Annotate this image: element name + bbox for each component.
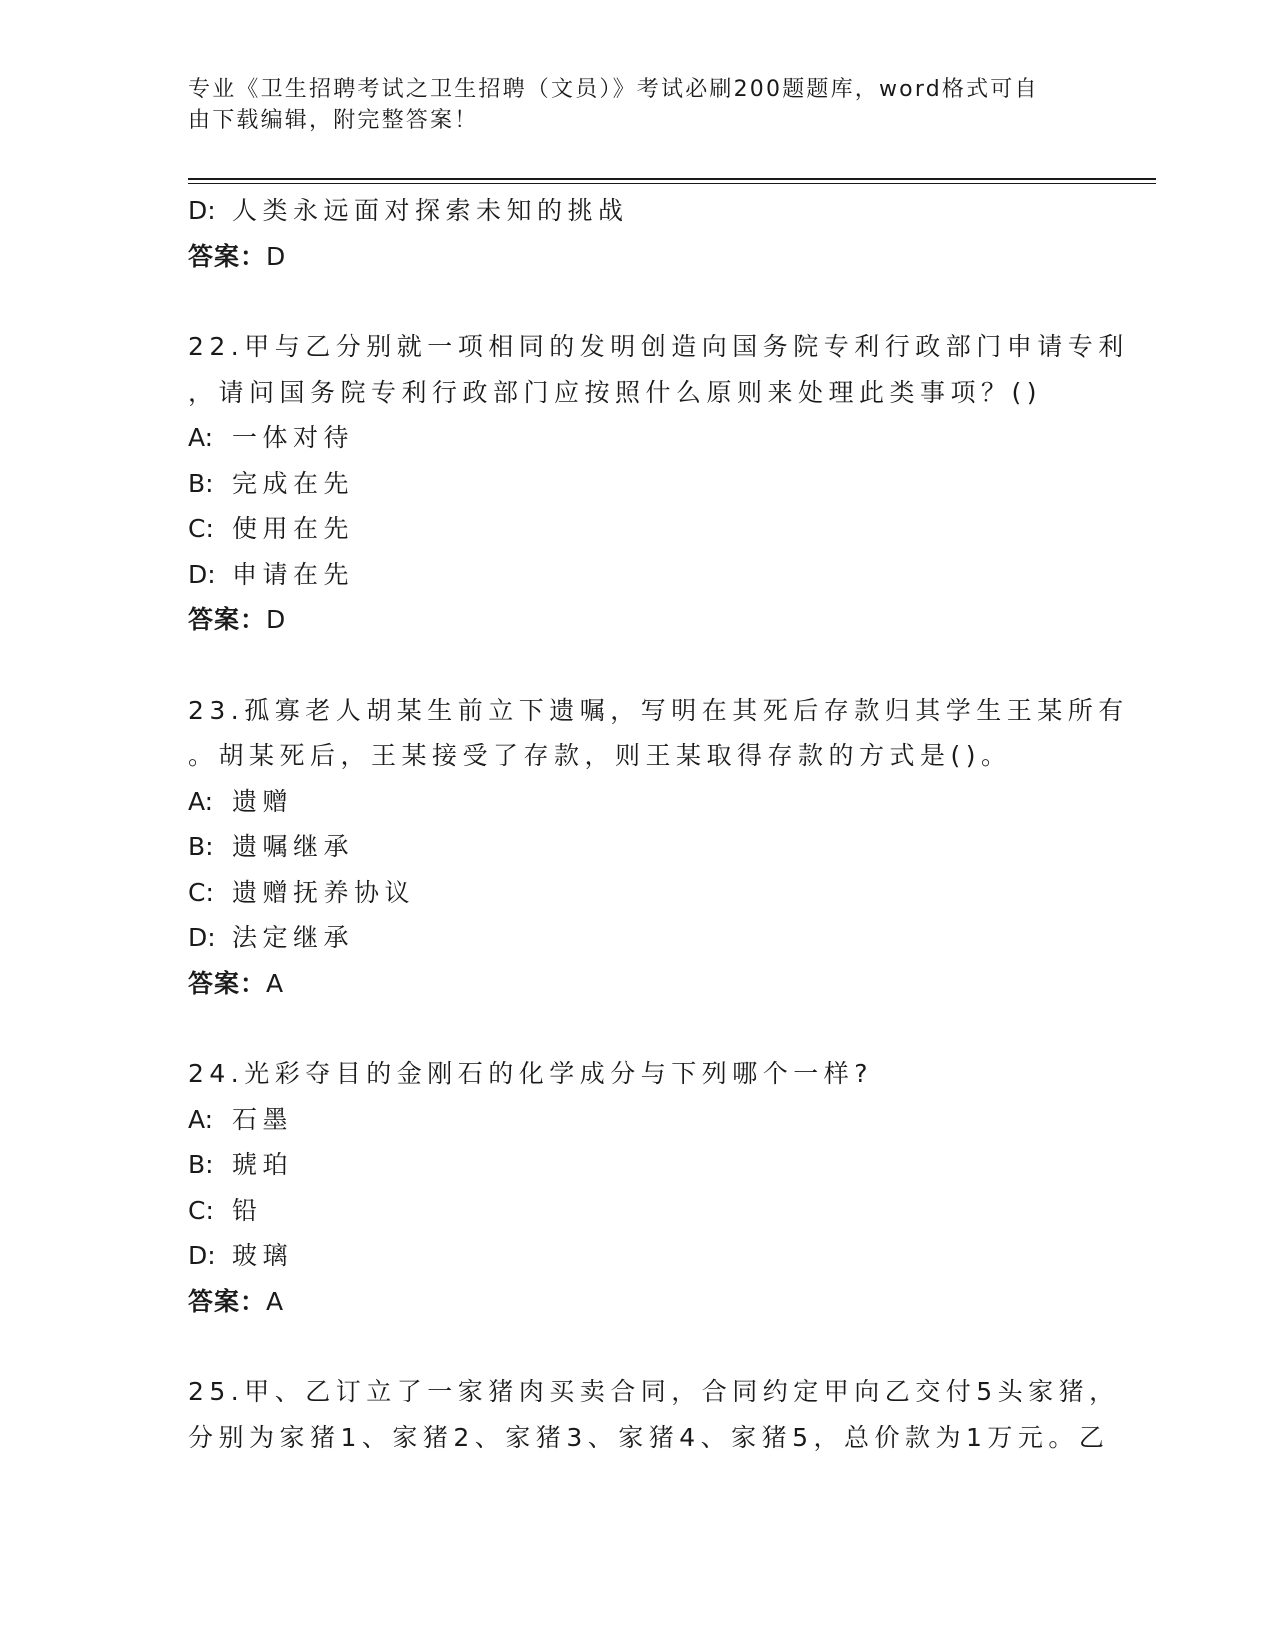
option-text: 遗赠抚养协议 — [232, 877, 416, 907]
option-text: 遗嘱继承 — [232, 832, 355, 861]
option-text: 石墨 — [232, 1104, 294, 1134]
spacer — [188, 643, 1088, 688]
header-line-2: 由下载编辑，附完整答案！ — [188, 108, 479, 133]
option-text: 申请在先 — [232, 559, 355, 589]
option-text: 琥珀 — [232, 1150, 294, 1179]
option-key: D: — [188, 1241, 216, 1270]
question-23 — [188, 688, 1129, 1007]
header-line-1: 专业《卫生招聘考试之卫生招聘（文员）》考试必刷200题题库，word格式可自 — [188, 77, 1039, 102]
option-key: B: — [188, 832, 214, 861]
question-stem-line: 22.甲与乙分别就一项相同的发明创造向国务院专利行政部门申请专利 — [188, 332, 1129, 361]
answer-label: 答案： — [188, 241, 267, 271]
header-rule-thin — [188, 183, 1156, 184]
question-25 — [188, 1369, 1120, 1460]
spacer — [188, 279, 1088, 324]
answer-value: A — [266, 968, 285, 998]
question-stem-line: 25.甲、乙订立了一家猪肉买卖合同，合同约定甲向乙交付5头家猪， — [188, 1377, 1120, 1406]
answer-line — [188, 961, 1088, 1007]
option-key: D: — [188, 559, 216, 589]
answer-value: D — [266, 605, 287, 634]
answer-value: A — [266, 1286, 285, 1316]
option-key: A: — [188, 423, 214, 452]
question-stem-line: ，请问国务院专利行政部门应按照什么原则来处理此类事项？() — [188, 377, 1043, 407]
option-d — [188, 915, 1088, 961]
answer-label: 答案： — [188, 968, 267, 998]
answer-label: 答案： — [188, 1286, 267, 1316]
answer-line — [188, 597, 1088, 643]
option-d — [188, 188, 1088, 234]
question-stem-line: 23.孤寡老人胡某生前立下遗嘱，写明在其死后存款归其学生王某所有 — [188, 695, 1129, 725]
spacer — [188, 1006, 1088, 1051]
question-24 — [188, 1051, 1088, 1324]
option-a — [188, 415, 1088, 461]
question-stem-line: 分别为家猪1、家猪2、家猪3、家猪4、家猪5，总价款为1万元。乙 — [188, 1422, 1110, 1452]
header-rule-thick — [188, 178, 1156, 180]
option-key: B: — [188, 1150, 214, 1179]
question-stem-line: 。胡某死后，王某接受了存款，则王某取得存款的方式是()。 — [188, 741, 1012, 770]
answer-value: D — [266, 241, 287, 271]
option-text: 完成在先 — [232, 468, 355, 498]
option-key: B: — [188, 468, 214, 498]
option-key: C: — [188, 514, 214, 543]
option-d — [188, 1233, 1088, 1279]
question-22 — [188, 324, 1129, 643]
answer-line — [188, 1279, 1088, 1325]
option-text: 遗赠 — [232, 786, 294, 816]
option-c — [188, 1188, 1088, 1234]
option-key: A: — [188, 1104, 214, 1134]
answer-line — [188, 234, 1088, 280]
document-body — [188, 188, 1129, 1460]
option-key: D: — [188, 923, 216, 952]
option-d — [188, 552, 1088, 598]
option-text: 一体对待 — [232, 423, 355, 452]
option-text: 法定继承 — [232, 923, 355, 952]
option-a — [188, 779, 1088, 825]
option-a — [188, 1097, 1088, 1143]
option-text: 人类永远面对探索未知的挑战 — [232, 196, 629, 225]
option-text: 玻璃 — [232, 1241, 294, 1270]
option-key: C: — [188, 1195, 214, 1225]
spacer — [188, 1324, 1088, 1369]
option-b — [188, 1142, 1088, 1188]
option-c — [188, 506, 1088, 552]
option-b — [188, 461, 1088, 507]
option-key: C: — [188, 877, 214, 907]
option-b — [188, 824, 1088, 870]
document-header — [188, 74, 1068, 136]
option-key: A: — [188, 786, 214, 816]
option-key: D: — [188, 196, 216, 225]
option-text: 使用在先 — [232, 514, 355, 543]
answer-label: 答案： — [188, 605, 267, 634]
option-text: 铅 — [232, 1195, 263, 1225]
question-stem-line: 24.光彩夺目的金刚石的化学成分与下列哪个一样? — [188, 1059, 874, 1088]
option-c — [188, 870, 1088, 916]
